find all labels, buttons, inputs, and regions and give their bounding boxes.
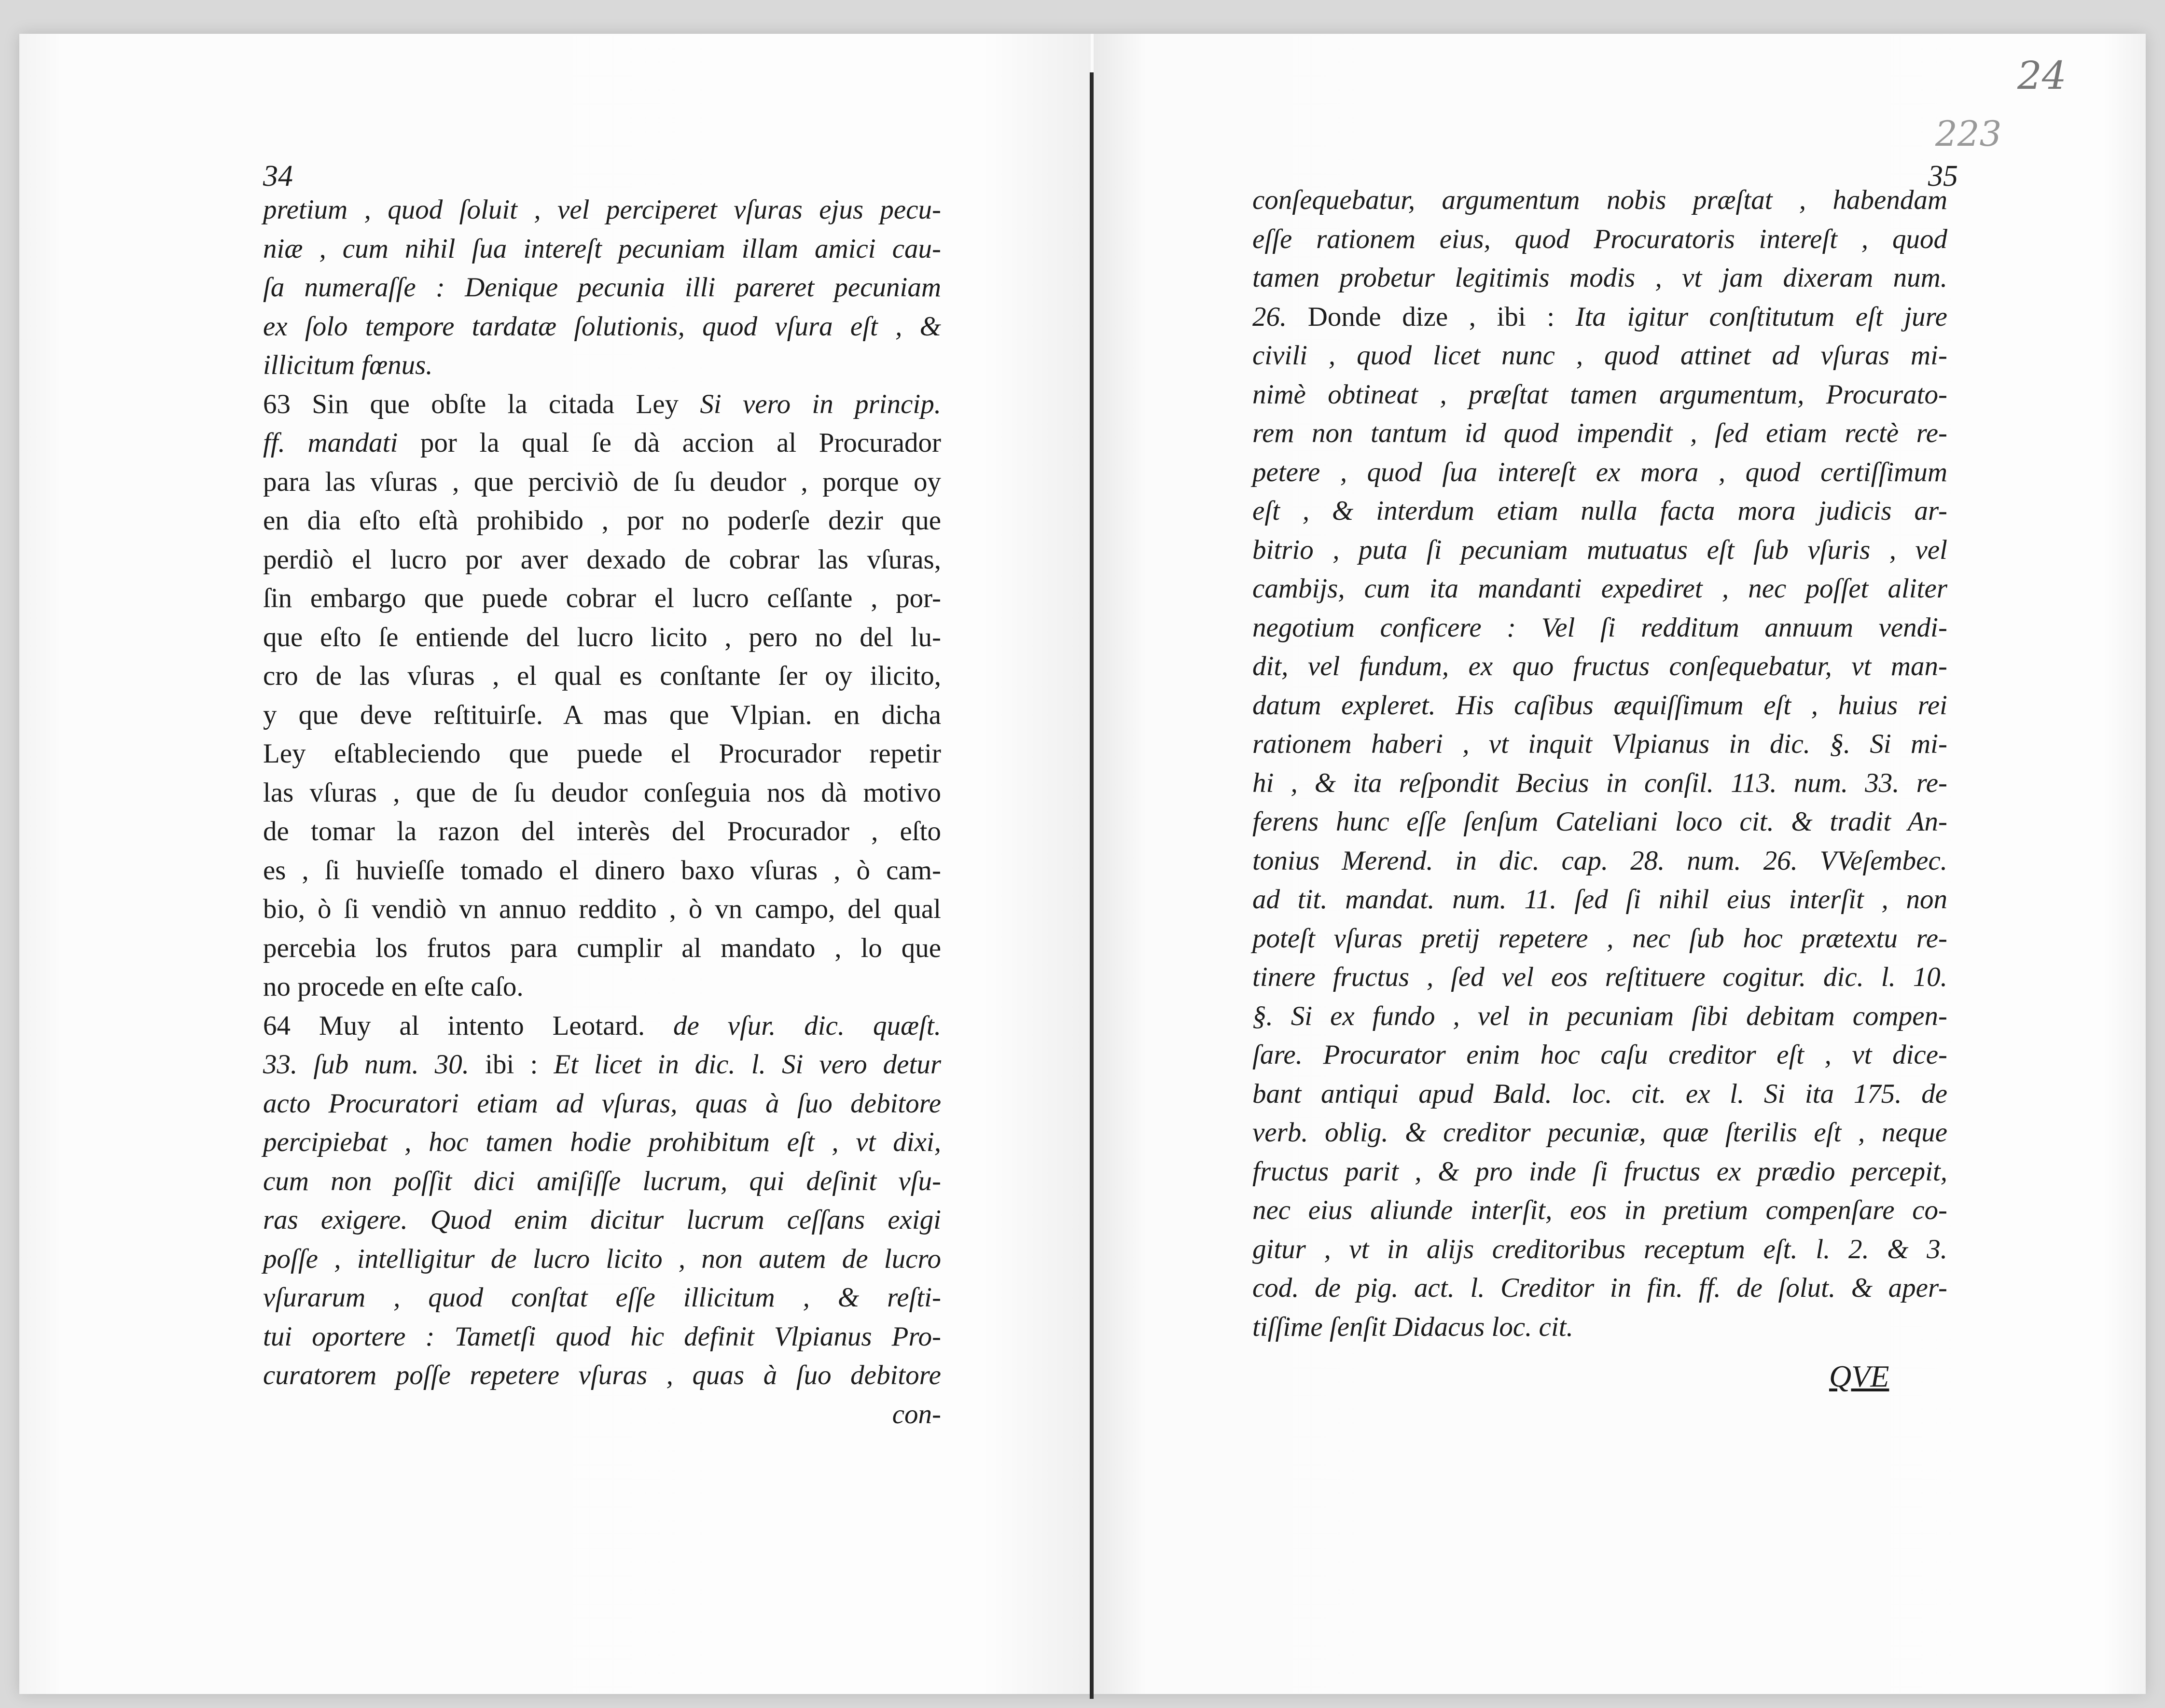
italic-text: hi , & ita reſpondit Becius in conſil. 113. num. 33. re- bbox=[1252, 767, 1947, 798]
italic-text: curatorem poſſe repetere vſuras , quas à ſuo debitore bbox=[263, 1360, 941, 1390]
text-line bbox=[1252, 1191, 1947, 1230]
text-line bbox=[263, 346, 941, 385]
text-line bbox=[263, 1278, 941, 1318]
text-line bbox=[263, 1007, 941, 1046]
right-page-text bbox=[1252, 181, 1947, 1347]
italic-text: §. Si ex fundo , vel in pecuniam ſibi debitam compen- bbox=[1252, 1000, 1947, 1031]
italic-text: acto Procuratori etiam ad vſuras, quas à ſuo debitore bbox=[263, 1088, 941, 1119]
italic-text: tui oportere : Tametſi quod hic definit Vlpianus Pro- bbox=[263, 1321, 941, 1352]
text-line bbox=[263, 657, 941, 696]
text-line bbox=[1252, 764, 1947, 803]
text-line bbox=[1252, 375, 1947, 415]
text-line bbox=[263, 1240, 941, 1279]
italic-text: poteſt vſuras pretij repetere , nec ſub hoc prætextu re- bbox=[1252, 923, 1947, 954]
text-line bbox=[1252, 880, 1947, 919]
text-line bbox=[263, 1045, 941, 1084]
book-gutter bbox=[1090, 72, 1094, 1699]
text-line bbox=[263, 579, 941, 618]
text-line bbox=[1252, 1113, 1947, 1153]
handwritten-folio-number: 24 bbox=[2017, 53, 2067, 98]
italic-text: bitrio , puta ſi pecuniam mutuatus eſt ſub vſuris , vel bbox=[1252, 534, 1947, 565]
text-line bbox=[263, 618, 941, 657]
roman-text: de tomar la razon del interès del Procurador , eſto bbox=[263, 816, 941, 847]
roman-text: ibi : bbox=[469, 1049, 554, 1080]
text-line bbox=[263, 191, 941, 230]
italic-text: petere , quod ſua intereſt ex mora , quod certiſſimum bbox=[1252, 457, 1947, 487]
text-line bbox=[1252, 647, 1947, 686]
italic-text: con- bbox=[892, 1399, 941, 1430]
text-line bbox=[263, 735, 941, 774]
roman-text: Ley eſtableciendo que puede el Procurador repetir bbox=[263, 738, 941, 769]
text-line bbox=[263, 890, 941, 929]
text-line bbox=[1252, 453, 1947, 492]
italic-text: bant antiqui apud Bald. loc. cit. ex l. Si ita 175. de bbox=[1252, 1078, 1947, 1109]
page-number-right: 35 bbox=[1928, 160, 1958, 193]
handwritten-folio-number-secondary: 223 bbox=[1935, 113, 2002, 154]
roman-text: y que deve reſtituirſe. A mas que Vlpian. en dicha bbox=[263, 699, 941, 730]
italic-text: eſt , & interdum etiam nulla facta mora judicis ar- bbox=[1252, 496, 1947, 526]
roman-text: bio, ò ſi vendiò vn annuo reddito , ò vn campo, del qual bbox=[263, 894, 941, 924]
italic-text: 33. ſub num. 30. bbox=[263, 1049, 470, 1080]
roman-text: percebia los frutos para cumplir al mandato , lo que bbox=[263, 932, 941, 963]
italic-text: Et licet in dic. l. Si vero detur bbox=[554, 1049, 942, 1080]
italic-text: pretium , quod ſoluit , vel perciperet vſuras ejus pecu- bbox=[263, 194, 941, 225]
roman-text: perdiò el lucro por aver dexado de cobrar las vſuras, bbox=[263, 544, 941, 575]
text-line bbox=[263, 541, 941, 580]
text-line bbox=[263, 696, 941, 735]
italic-text: ras exigere. Quod enim dicitur lucrum ceſſans exigi bbox=[263, 1205, 941, 1235]
text-line bbox=[263, 385, 941, 424]
roman-text: es , ſi huvieſſe tomado el dinero baxo vſuras , ò cam- bbox=[263, 855, 941, 886]
text-line bbox=[1252, 919, 1947, 958]
roman-text: 64 Muy al intento Leotard. bbox=[263, 1010, 673, 1041]
italic-text: nimè obtineat , præſtat tamen argumentum, Procurato- bbox=[1252, 379, 1947, 410]
italic-text: vſurarum , quod conſtat eſſe illicitum , & reſti- bbox=[263, 1282, 941, 1313]
roman-text: que eſto ſe entiende del lucro licito , pero no del lu- bbox=[263, 622, 941, 653]
roman-text: 63 Sin que obſte la citada Ley bbox=[263, 389, 700, 419]
text-line bbox=[263, 307, 941, 347]
page-number-left: 34 bbox=[263, 160, 293, 193]
roman-text: en dia eſto eſtà prohibido , por no poderſe dezir que bbox=[263, 505, 941, 536]
italic-text: poſſe , intelligitur de lucro licito , non autem de lucro bbox=[263, 1243, 941, 1274]
roman-text: cro de las vſuras , el qual es conſtante ſer oy ilicito, bbox=[263, 661, 941, 691]
italic-text: datum expleret. His caſibus æquiſſimum eſt , huius rei bbox=[1252, 690, 1947, 721]
italic-text: de vſur. dic. quæſt. bbox=[673, 1010, 941, 1041]
italic-text: conſequebatur, argumentum nobis præſtat , habendam bbox=[1252, 185, 1947, 215]
text-line bbox=[1252, 414, 1947, 453]
italic-text: gitur , vt in alijs creditoribus receptum eſt. l. 2. & 3. bbox=[1252, 1234, 1947, 1264]
italic-text: 26. bbox=[1252, 301, 1287, 332]
text-line bbox=[1252, 1230, 1947, 1269]
catchword: QVE bbox=[1829, 1359, 1889, 1393]
italic-text: ff. mandati bbox=[263, 428, 398, 458]
text-line bbox=[1252, 1036, 1947, 1075]
text-line bbox=[1252, 997, 1947, 1036]
text-line bbox=[1252, 336, 1947, 375]
italic-text: cambijs, cum ita mandanti expediret , nec poſſet aliter bbox=[1252, 573, 1947, 604]
text-line bbox=[1252, 181, 1947, 220]
text-line bbox=[263, 501, 941, 541]
text-line bbox=[263, 774, 941, 813]
italic-text: ferens hunc eſſe ſenſum Cateliani loco cit. & tradit An- bbox=[1252, 806, 1947, 837]
italic-text: Si vero in princip. bbox=[700, 389, 941, 419]
text-line bbox=[263, 1356, 941, 1395]
italic-text: Ita igitur conſtitutum eſt jure bbox=[1575, 301, 1947, 332]
text-line bbox=[263, 812, 941, 851]
text-line bbox=[1252, 298, 1947, 337]
text-line bbox=[263, 1123, 941, 1162]
text-line bbox=[263, 1162, 941, 1201]
italic-text: ad tit. mandat. num. 11. ſed ſi nihil eius interſit , non bbox=[1252, 884, 1947, 915]
italic-text: negotium conficere : Vel ſi redditum annuum vendi- bbox=[1252, 612, 1947, 643]
text-line bbox=[1252, 609, 1947, 648]
italic-text: ſare. Procurator enim hoc caſu creditor eſt , vt dice- bbox=[1252, 1040, 1947, 1070]
italic-text: verb. oblig. & creditor pecuniæ, quæ ſterilis eſt , neque bbox=[1252, 1117, 1947, 1148]
italic-text: ſa numeraſſe : Denique pecunia illi pareret pecuniam bbox=[263, 272, 941, 303]
text-line bbox=[1252, 492, 1947, 531]
roman-text: las vſuras , que de ſu deudor conſeguia nos dà motivo bbox=[263, 777, 941, 808]
catchword bbox=[263, 1395, 941, 1434]
text-line bbox=[1252, 220, 1947, 259]
text-line bbox=[1252, 725, 1947, 764]
text-line bbox=[1252, 531, 1947, 570]
italic-text: civili , quod licet nunc , quod attinet ad vſuras mi- bbox=[1252, 340, 1947, 371]
italic-text: illicitum fœnus. bbox=[263, 350, 433, 380]
text-line bbox=[263, 268, 941, 307]
text-line bbox=[1252, 1308, 1947, 1347]
text-line bbox=[1252, 259, 1947, 298]
text-line bbox=[1252, 1269, 1947, 1308]
text-line bbox=[263, 463, 941, 502]
italic-text: tamen probetur legitimis modis , vt jam dixeram num. bbox=[1252, 263, 1947, 293]
text-line bbox=[263, 424, 941, 463]
text-line bbox=[1252, 569, 1947, 609]
italic-text: eſſe rationem eius, quod Procuratoris intereſt , quod bbox=[1252, 223, 1947, 254]
text-line bbox=[263, 1084, 941, 1124]
left-page-text bbox=[263, 191, 941, 1434]
text-line bbox=[1252, 1075, 1947, 1114]
text-line bbox=[263, 929, 941, 968]
italic-text: tinere fructus , ſed vel eos reſtituere cogitur. dic. l. 10. bbox=[1252, 962, 1947, 992]
italic-text: tonius Merend. in dic. cap. 28. num. 26. VVeſembec. bbox=[1252, 845, 1947, 876]
italic-text: rationem haberi , vt inquit Vlpianus in dic. §. Si mi- bbox=[1252, 729, 1947, 759]
roman-text: no procede en eſte caſo. bbox=[263, 972, 524, 1002]
text-line bbox=[263, 230, 941, 269]
text-line bbox=[1252, 842, 1947, 881]
text-line bbox=[263, 968, 941, 1007]
italic-text: tiſſime ſenſit Didacus loc. cit. bbox=[1252, 1311, 1573, 1342]
text-line bbox=[1252, 958, 1947, 997]
text-line bbox=[1252, 686, 1947, 725]
italic-text: cod. de pig. act. l. Creditor in fin. ff. de ſolut. & aper- bbox=[1252, 1273, 1947, 1303]
italic-text: cum non poſſit dici amiſiſſe lucrum, qui deſinit vſu- bbox=[263, 1166, 941, 1196]
italic-text: nec eius aliunde interſit, eos in pretium compenſare co- bbox=[1252, 1195, 1947, 1225]
italic-text: percipiebat , hoc tamen hodie prohibitum eſt , vt dixi, bbox=[263, 1127, 941, 1157]
italic-text: niæ , cum nihil ſua intereſt pecuniam illam amici cau- bbox=[263, 233, 941, 264]
text-line bbox=[263, 1318, 941, 1357]
text-line bbox=[263, 851, 941, 890]
italic-text: fructus parit , & pro inde ſi fructus ex prædio percepit, bbox=[1252, 1156, 1947, 1187]
roman-text: para las vſuras , que perciviò de ſu deudor , porque oy bbox=[263, 466, 941, 497]
text-line bbox=[1252, 1153, 1947, 1192]
italic-text: rem non tantum id quod impendit , ſed etiam rectè re- bbox=[1252, 418, 1947, 448]
roman-text: Donde dize , ibi : bbox=[1287, 301, 1576, 332]
italic-text: ex ſolo tempore tardatæ ſolutionis, quod vſura eſt , & bbox=[263, 311, 941, 342]
italic-text: dit, vel fundum, ex quo fructus conſequebatur, vt man- bbox=[1252, 651, 1947, 681]
roman-text: ſin embargo que puede cobrar el lucro ceſſante , por- bbox=[263, 583, 941, 613]
roman-text: por la qual ſe dà accion al Procurador bbox=[398, 428, 941, 458]
text-line bbox=[1252, 803, 1947, 842]
text-line bbox=[263, 1201, 941, 1240]
